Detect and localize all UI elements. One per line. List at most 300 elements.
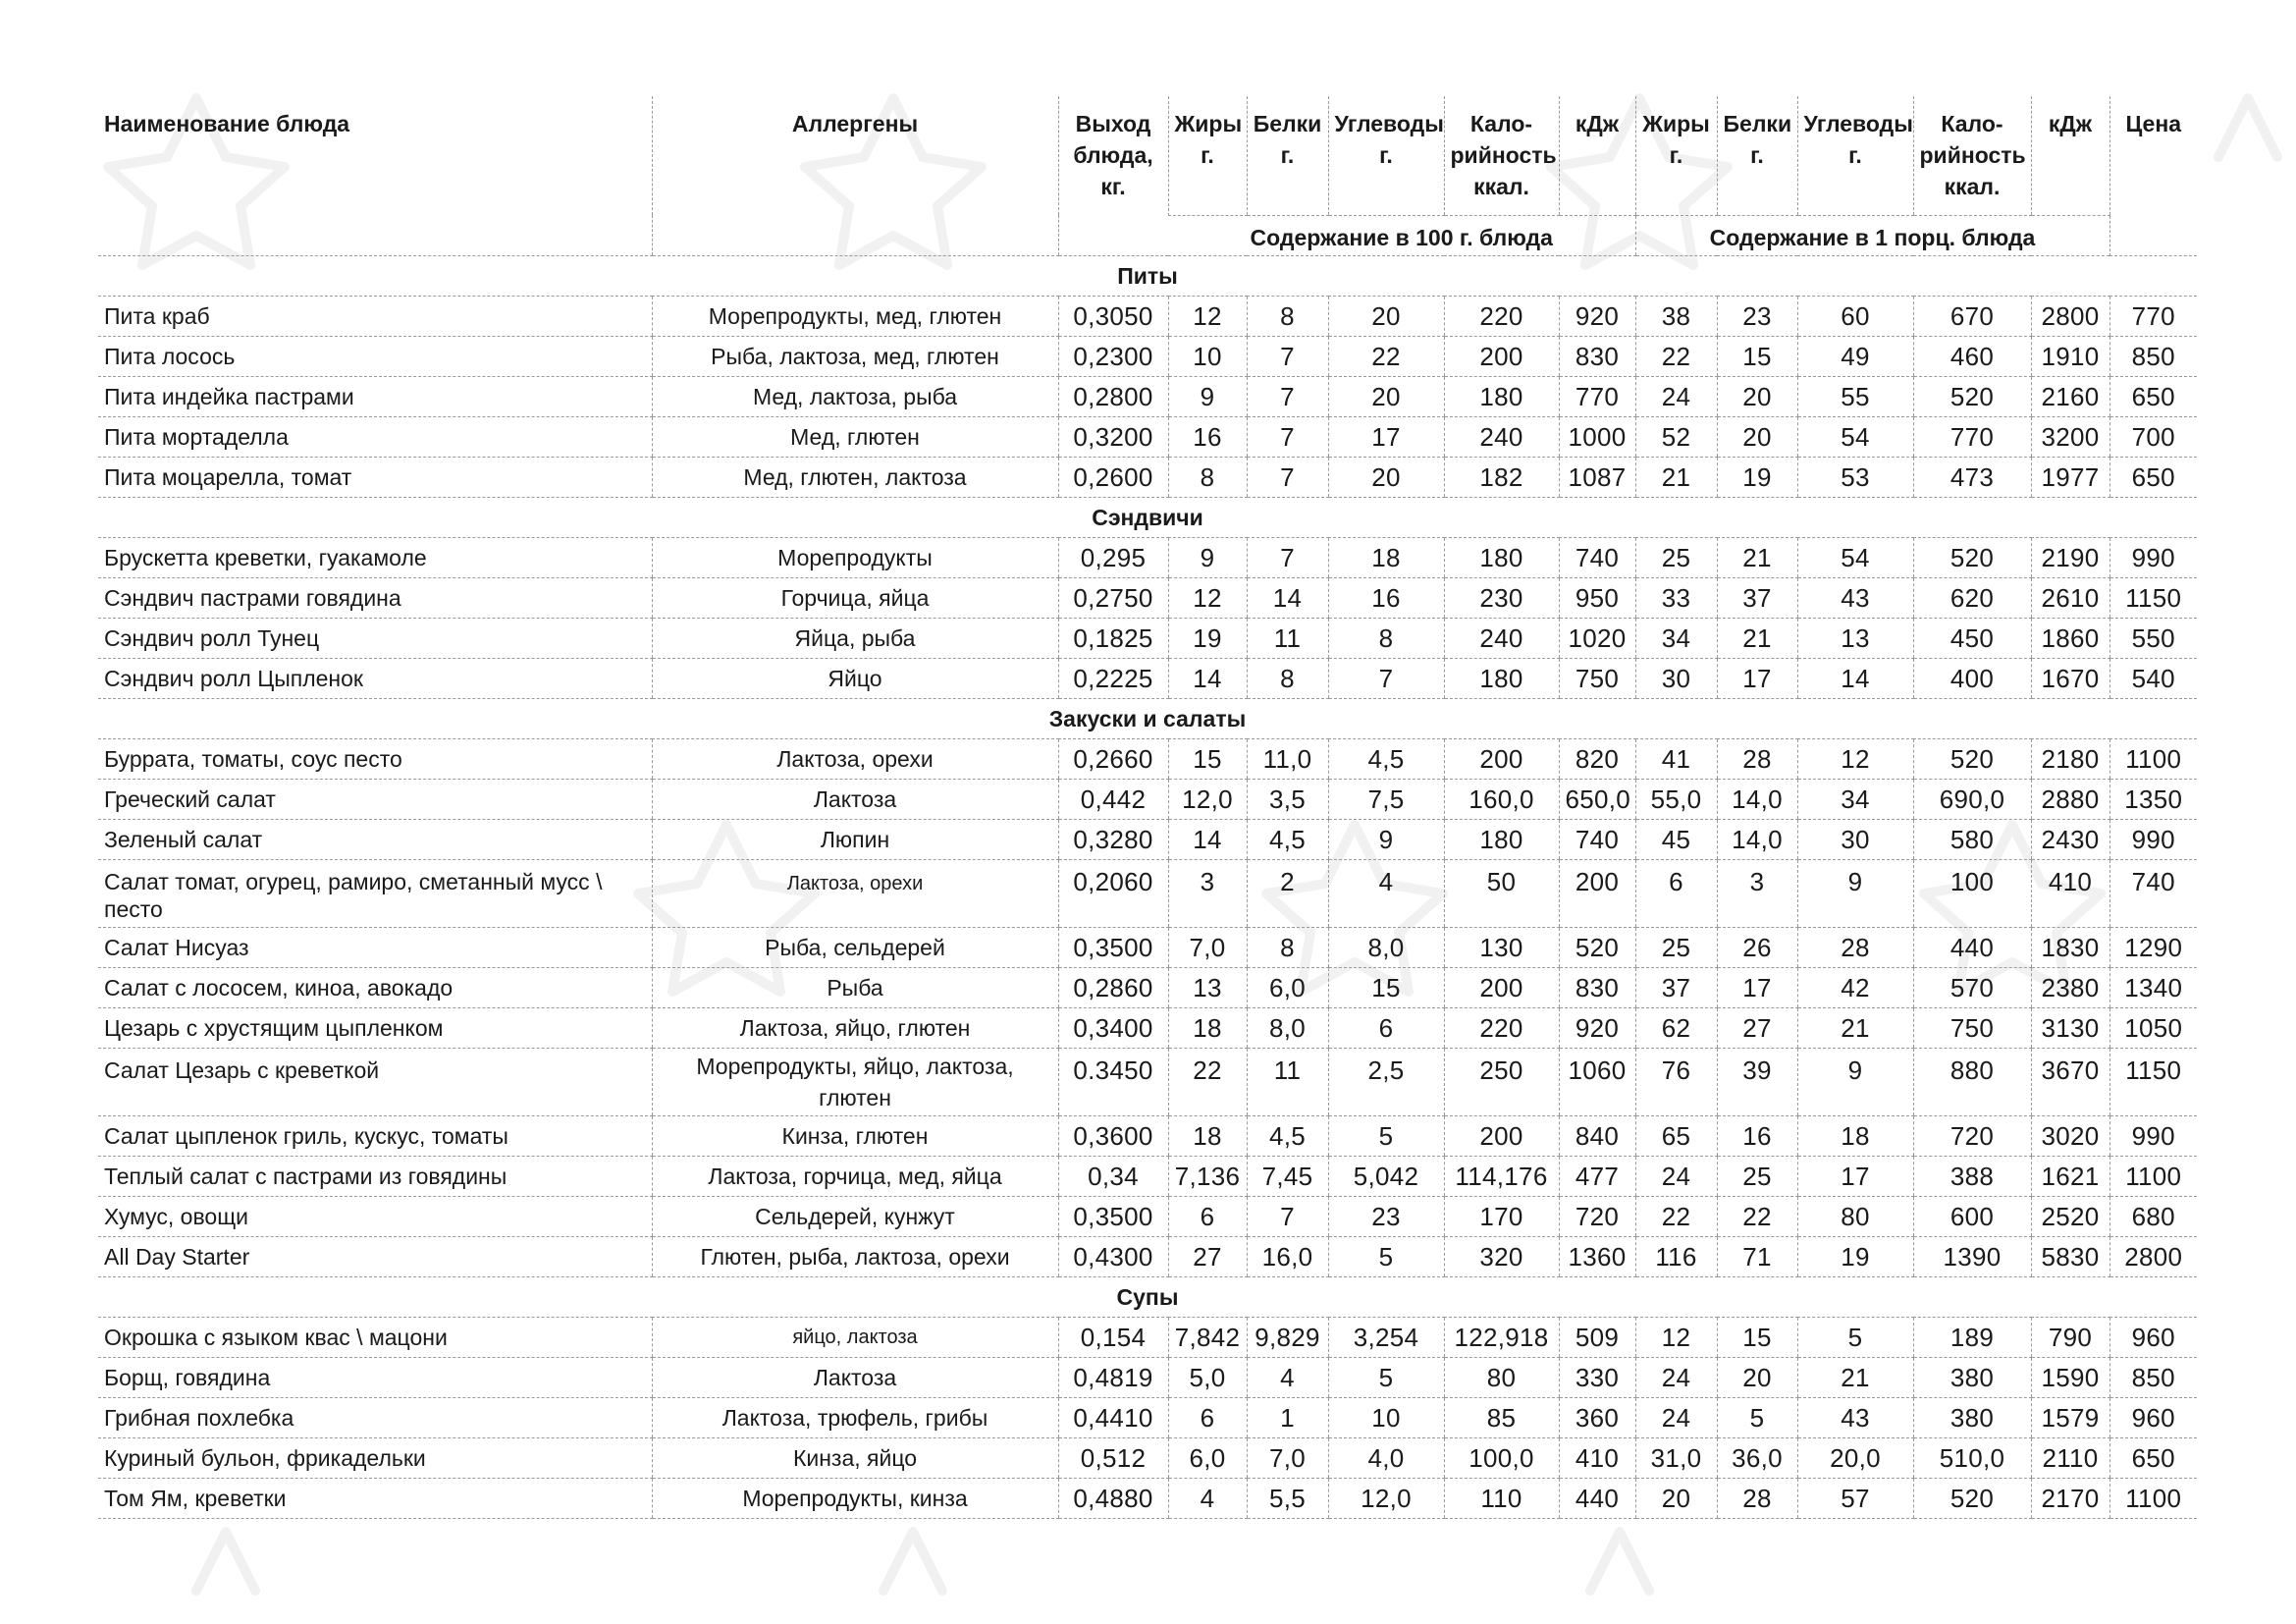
kj-portion: 1590 (2031, 1358, 2109, 1398)
kcal-100: 114,176 (1444, 1157, 1559, 1197)
nutrition-sheet (98, 96, 2197, 1519)
fat-100: 12,0 (1168, 780, 1247, 820)
kcal-portion: 189 (1913, 1318, 2031, 1358)
protein-100: 7 (1247, 377, 1328, 417)
kcal-100: 180 (1444, 820, 1559, 860)
kj-portion: 1830 (2031, 928, 2109, 968)
kcal-100: 170 (1444, 1197, 1559, 1237)
yield: 0,4880 (1058, 1479, 1168, 1519)
kj-portion: 2110 (2031, 1438, 2109, 1479)
table-row (98, 1116, 2197, 1157)
fat-portion: 30 (1635, 659, 1717, 699)
kcal-portion: 510,0 (1913, 1438, 2031, 1479)
kj-portion: 2190 (2031, 538, 2109, 578)
carbs-portion: 42 (1797, 968, 1913, 1008)
carbs-100: 5,042 (1328, 1157, 1444, 1197)
carbs-portion: 21 (1797, 1008, 1913, 1049)
col-header-allergens: Аллергены (652, 96, 1058, 256)
kcal-100: 80 (1444, 1358, 1559, 1398)
table-row (98, 820, 2197, 860)
kj-100: 1087 (1559, 458, 1635, 498)
allergens: Яйцо (652, 659, 1058, 699)
table-row (98, 739, 2197, 780)
kj-portion: 2430 (2031, 820, 2109, 860)
yield: 0,3050 (1058, 297, 1168, 337)
price: 2800 (2109, 1237, 2197, 1277)
price: 1150 (2109, 578, 2197, 619)
carbs-portion: 14 (1797, 659, 1913, 699)
allergens: Лактоза, орехи (652, 739, 1058, 780)
price: 960 (2109, 1398, 2197, 1438)
kcal-100: 220 (1444, 1008, 1559, 1049)
carbs-portion: 9 (1797, 860, 1913, 928)
fat-100: 12 (1168, 297, 1247, 337)
dish-name: Пита лосось (98, 337, 652, 377)
fat-100: 5,0 (1168, 1358, 1247, 1398)
price: 540 (2109, 659, 2197, 699)
kj-portion: 410 (2031, 860, 2109, 928)
dish-name: Грибная похлебка (98, 1398, 652, 1438)
protein-100: 4 (1247, 1358, 1328, 1398)
price: 850 (2109, 337, 2197, 377)
carbs-100: 9 (1328, 820, 1444, 860)
col-header-protein-portion: Белки г. (1717, 96, 1797, 215)
table-row (98, 1358, 2197, 1398)
carbs-portion: 80 (1797, 1197, 1913, 1237)
fat-100: 3 (1168, 860, 1247, 928)
table-row (98, 1479, 2197, 1519)
kcal-portion: 750 (1913, 1008, 2031, 1049)
price: 650 (2109, 377, 2197, 417)
carbs-portion: 19 (1797, 1237, 1913, 1277)
carbs-portion: 18 (1797, 1116, 1913, 1157)
protein-portion: 14,0 (1717, 820, 1797, 860)
fat-portion: 24 (1635, 1157, 1717, 1197)
yield: 0,512 (1058, 1438, 1168, 1479)
carbs-portion: 43 (1797, 1398, 1913, 1438)
allergens: Мед, лактоза, рыба (652, 377, 1058, 417)
dish-name: Салат цыпленок гриль, кускус, томаты (98, 1116, 652, 1157)
protein-portion: 25 (1717, 1157, 1797, 1197)
carbs-100: 7,5 (1328, 780, 1444, 820)
protein-100: 8 (1247, 928, 1328, 968)
category-title: Супы (98, 1277, 2197, 1318)
yield: 0,2750 (1058, 578, 1168, 619)
carbs-portion: 57 (1797, 1479, 1913, 1519)
fat-portion: 65 (1635, 1116, 1717, 1157)
kcal-100: 110 (1444, 1479, 1559, 1519)
kcal-portion: 388 (1913, 1157, 2031, 1197)
table-row (98, 619, 2197, 659)
col-header-carbs-100: Углеводы г. (1328, 96, 1444, 215)
kj-portion: 1977 (2031, 458, 2109, 498)
kcal-portion: 720 (1913, 1116, 2031, 1157)
dish-name: Сэндвич пастрами говядина (98, 578, 652, 619)
fat-portion: 38 (1635, 297, 1717, 337)
allergens: Кинза, глютен (652, 1116, 1058, 1157)
protein-100: 11 (1247, 1049, 1328, 1116)
carbs-100: 5 (1328, 1237, 1444, 1277)
price: 1100 (2109, 1479, 2197, 1519)
protein-100: 7 (1247, 538, 1328, 578)
yield: 0,3200 (1058, 417, 1168, 458)
kj-portion: 790 (2031, 1318, 2109, 1358)
kcal-100: 180 (1444, 377, 1559, 417)
fat-100: 14 (1168, 820, 1247, 860)
table-row (98, 538, 2197, 578)
allergens: Лактоза, трюфель, грибы (652, 1398, 1058, 1438)
allergens: Горчица, яйца (652, 578, 1058, 619)
carbs-portion: 54 (1797, 417, 1913, 458)
fat-portion: 21 (1635, 458, 1717, 498)
table-row (98, 968, 2197, 1008)
kcal-100: 240 (1444, 417, 1559, 458)
price: 650 (2109, 1438, 2197, 1479)
category-title: Питы (98, 256, 2197, 297)
category-row (98, 699, 2197, 739)
dish-name: Том Ям, креветки (98, 1479, 652, 1519)
table-row (98, 1398, 2197, 1438)
carbs-portion: 17 (1797, 1157, 1913, 1197)
carbs-100: 20 (1328, 458, 1444, 498)
carbs-100: 10 (1328, 1398, 1444, 1438)
fat-portion: 52 (1635, 417, 1717, 458)
col-group-per-100g: Содержание в 100 г. блюда (1168, 215, 1635, 255)
yield: 0,3600 (1058, 1116, 1168, 1157)
kcal-100: 180 (1444, 538, 1559, 578)
protein-portion: 17 (1717, 659, 1797, 699)
carbs-portion: 53 (1797, 458, 1913, 498)
kj-portion: 2170 (2031, 1479, 2109, 1519)
yield: 0,4410 (1058, 1398, 1168, 1438)
kj-portion: 5830 (2031, 1237, 2109, 1277)
kcal-100: 200 (1444, 1116, 1559, 1157)
protein-100: 5,5 (1247, 1479, 1328, 1519)
col-header-kcal-100: Кало-рийность ккал. (1444, 96, 1559, 215)
allergens: Рыба (652, 968, 1058, 1008)
fat-portion: 25 (1635, 538, 1717, 578)
protein-100: 6,0 (1247, 968, 1328, 1008)
category-row (98, 256, 2197, 297)
dish-name: Сэндвич ролл Тунец (98, 619, 652, 659)
protein-portion: 16 (1717, 1116, 1797, 1157)
yield: 0.3450 (1058, 1049, 1168, 1116)
yield: 0,442 (1058, 780, 1168, 820)
yield: 0,3280 (1058, 820, 1168, 860)
kj-100: 520 (1559, 928, 1635, 968)
allergens: Рыба, сельдерей (652, 928, 1058, 968)
allergens: Мед, глютен (652, 417, 1058, 458)
kcal-portion: 460 (1913, 337, 2031, 377)
price: 1100 (2109, 1157, 2197, 1197)
kj-portion: 1670 (2031, 659, 2109, 699)
kj-portion: 2800 (2031, 297, 2109, 337)
carbs-portion: 43 (1797, 578, 1913, 619)
price: 990 (2109, 538, 2197, 578)
col-header-carbs-portion: Углеводы г. (1797, 96, 1913, 215)
kj-100: 360 (1559, 1398, 1635, 1438)
kcal-portion: 473 (1913, 458, 2031, 498)
allergens: Рыба, лактоза, мед, глютен (652, 337, 1058, 377)
protein-100: 7 (1247, 458, 1328, 498)
kj-portion: 3130 (2031, 1008, 2109, 1049)
fat-100: 9 (1168, 538, 1247, 578)
carbs-100: 22 (1328, 337, 1444, 377)
kcal-100: 200 (1444, 739, 1559, 780)
col-header-fat-100: Жиры г. (1168, 96, 1247, 215)
fat-100: 8 (1168, 458, 1247, 498)
kcal-portion: 670 (1913, 297, 2031, 337)
carbs-100: 7 (1328, 659, 1444, 699)
dish-name: Окрошка с языком квас \ мацони (98, 1318, 652, 1358)
allergens: Лактоза (652, 1358, 1058, 1398)
kj-portion: 1579 (2031, 1398, 2109, 1438)
carbs-100: 20 (1328, 297, 1444, 337)
protein-portion: 20 (1717, 1358, 1797, 1398)
kj-100: 650,0 (1559, 780, 1635, 820)
protein-100: 11 (1247, 619, 1328, 659)
fat-100: 6 (1168, 1197, 1247, 1237)
col-header-price: Цена (2109, 96, 2197, 256)
carbs-100: 20 (1328, 377, 1444, 417)
carbs-portion: 55 (1797, 377, 1913, 417)
price: 770 (2109, 297, 2197, 337)
price: 650 (2109, 458, 2197, 498)
price: 990 (2109, 1116, 2197, 1157)
table-row (98, 1318, 2197, 1358)
fat-100: 15 (1168, 739, 1247, 780)
protein-100: 7 (1247, 1197, 1328, 1237)
kcal-portion: 520 (1913, 377, 2031, 417)
carbs-100: 6 (1328, 1008, 1444, 1049)
dish-name: Цезарь с хрустящим цыпленком (98, 1008, 652, 1049)
table-row (98, 860, 2197, 928)
kj-portion: 3670 (2031, 1049, 2109, 1116)
fat-100: 18 (1168, 1008, 1247, 1049)
kj-100: 840 (1559, 1116, 1635, 1157)
kcal-portion: 440 (1913, 928, 2031, 968)
kcal-100: 182 (1444, 458, 1559, 498)
table-row (98, 417, 2197, 458)
kcal-portion: 770 (1913, 417, 2031, 458)
carbs-100: 18 (1328, 538, 1444, 578)
carbs-portion: 5 (1797, 1318, 1913, 1358)
fat-portion: 41 (1635, 739, 1717, 780)
table-row (98, 578, 2197, 619)
kj-100: 410 (1559, 1438, 1635, 1479)
carbs-100: 16 (1328, 578, 1444, 619)
protein-portion: 20 (1717, 417, 1797, 458)
fat-100: 9 (1168, 377, 1247, 417)
carbs-100: 8 (1328, 619, 1444, 659)
carbs-portion: 34 (1797, 780, 1913, 820)
fat-100: 4 (1168, 1479, 1247, 1519)
table-body (98, 256, 2197, 1519)
kj-100: 750 (1559, 659, 1635, 699)
fat-portion: 24 (1635, 1358, 1717, 1398)
allergens: Сельдерей, кунжут (652, 1197, 1058, 1237)
protein-portion: 19 (1717, 458, 1797, 498)
carbs-100: 15 (1328, 968, 1444, 1008)
fat-100: 19 (1168, 619, 1247, 659)
col-group-per-portion: Содержание в 1 порц. блюда (1635, 215, 2109, 255)
protein-100: 7,0 (1247, 1438, 1328, 1479)
kcal-100: 240 (1444, 619, 1559, 659)
carbs-100: 3,254 (1328, 1318, 1444, 1358)
fat-portion: 37 (1635, 968, 1717, 1008)
fat-portion: 116 (1635, 1237, 1717, 1277)
price: 1050 (2109, 1008, 2197, 1049)
fat-portion: 31,0 (1635, 1438, 1717, 1479)
allergens: Кинза, яйцо (652, 1438, 1058, 1479)
kcal-100: 160,0 (1444, 780, 1559, 820)
table-row (98, 337, 2197, 377)
kj-100: 200 (1559, 860, 1635, 928)
protein-100: 1 (1247, 1398, 1328, 1438)
table-row (98, 1157, 2197, 1197)
kj-portion: 1910 (2031, 337, 2109, 377)
dish-name: Пита моцарелла, томат (98, 458, 652, 498)
fat-100: 6 (1168, 1398, 1247, 1438)
kcal-portion: 450 (1913, 619, 2031, 659)
kcal-100: 122,918 (1444, 1318, 1559, 1358)
yield: 0,3400 (1058, 1008, 1168, 1049)
kj-portion: 2160 (2031, 377, 2109, 417)
kj-100: 330 (1559, 1358, 1635, 1398)
kcal-portion: 520 (1913, 739, 2031, 780)
dish-name: All Day Starter (98, 1237, 652, 1277)
fat-portion: 25 (1635, 928, 1717, 968)
protein-100: 8 (1247, 659, 1328, 699)
kj-portion: 2880 (2031, 780, 2109, 820)
kj-100: 830 (1559, 968, 1635, 1008)
kj-100: 920 (1559, 1008, 1635, 1049)
kcal-portion: 690,0 (1913, 780, 2031, 820)
kj-portion: 2610 (2031, 578, 2109, 619)
kj-portion: 2180 (2031, 739, 2109, 780)
price: 700 (2109, 417, 2197, 458)
kcal-portion: 380 (1913, 1358, 2031, 1398)
fat-portion: 34 (1635, 619, 1717, 659)
protein-100: 11,0 (1247, 739, 1328, 780)
carbs-portion: 13 (1797, 619, 1913, 659)
fat-portion: 24 (1635, 377, 1717, 417)
carbs-100: 4,5 (1328, 739, 1444, 780)
yield: 0,2800 (1058, 377, 1168, 417)
protein-portion: 21 (1717, 538, 1797, 578)
kj-portion: 2380 (2031, 968, 2109, 1008)
kcal-100: 200 (1444, 337, 1559, 377)
carbs-100: 5 (1328, 1358, 1444, 1398)
dish-name: Сэндвич ролл Цыпленок (98, 659, 652, 699)
kj-portion: 1621 (2031, 1157, 2109, 1197)
dish-name: Куриный бульон, фрикадельки (98, 1438, 652, 1479)
kj-100: 1360 (1559, 1237, 1635, 1277)
fat-portion: 76 (1635, 1049, 1717, 1116)
price: 850 (2109, 1358, 2197, 1398)
kcal-portion: 100 (1913, 860, 2031, 928)
kcal-portion: 620 (1913, 578, 2031, 619)
kj-100: 1060 (1559, 1049, 1635, 1116)
yield: 0,34 (1058, 1157, 1168, 1197)
col-header-kj-100: кДж (1559, 96, 1635, 215)
carbs-portion: 60 (1797, 297, 1913, 337)
kj-100: 440 (1559, 1479, 1635, 1519)
kcal-portion: 1390 (1913, 1237, 2031, 1277)
kj-100: 770 (1559, 377, 1635, 417)
fat-100: 6,0 (1168, 1438, 1247, 1479)
dish-name: Салат с лососем, киноа, авокадо (98, 968, 652, 1008)
yield: 0,2225 (1058, 659, 1168, 699)
allergens: Лактоза, яйцо, глютен (652, 1008, 1058, 1049)
allergens: Морепродукты (652, 538, 1058, 578)
fat-100: 10 (1168, 337, 1247, 377)
protein-portion: 20 (1717, 377, 1797, 417)
yield: 0,3500 (1058, 1197, 1168, 1237)
carbs-100: 23 (1328, 1197, 1444, 1237)
dish-name: Пита краб (98, 297, 652, 337)
col-header-kcal-portion: Кало-рийность ккал. (1913, 96, 2031, 215)
carbs-100: 4,0 (1328, 1438, 1444, 1479)
yield: 0,3500 (1058, 928, 1168, 968)
kcal-100: 230 (1444, 578, 1559, 619)
price: 960 (2109, 1318, 2197, 1358)
dish-name: Борщ, говядина (98, 1358, 652, 1398)
yield: 0,4819 (1058, 1358, 1168, 1398)
kj-portion: 3020 (2031, 1116, 2109, 1157)
table-row (98, 1197, 2197, 1237)
allergens: Яйца, рыба (652, 619, 1058, 659)
kcal-portion: 600 (1913, 1197, 2031, 1237)
dish-name: Теплый салат с пастрами из говядины (98, 1157, 652, 1197)
allergens: Лактоза, орехи (652, 860, 1058, 928)
carbs-portion: 9 (1797, 1049, 1913, 1116)
allergens: Лактоза (652, 780, 1058, 820)
dish-name: Салат Нисуаз (98, 928, 652, 968)
kj-portion: 2520 (2031, 1197, 2109, 1237)
table-row (98, 458, 2197, 498)
yield: 0,2060 (1058, 860, 1168, 928)
carbs-100: 17 (1328, 417, 1444, 458)
price: 680 (2109, 1197, 2197, 1237)
carbs-100: 8,0 (1328, 928, 1444, 968)
dish-name: Пита индейка пастрами (98, 377, 652, 417)
table-row (98, 780, 2197, 820)
protein-100: 9,829 (1247, 1318, 1328, 1358)
dish-name: Брускетта креветки, гуакамоле (98, 538, 652, 578)
col-header-fat-portion: Жиры г. (1635, 96, 1717, 215)
protein-portion: 28 (1717, 739, 1797, 780)
protein-portion: 3 (1717, 860, 1797, 928)
kj-portion: 1860 (2031, 619, 2109, 659)
allergens: Морепродукты, яйцо, лактоза, глютен (652, 1049, 1058, 1116)
fat-100: 7,136 (1168, 1157, 1247, 1197)
carbs-portion: 30 (1797, 820, 1913, 860)
fat-100: 12 (1168, 578, 1247, 619)
allergens: Мед, глютен, лактоза (652, 458, 1058, 498)
kcal-portion: 580 (1913, 820, 2031, 860)
fat-portion: 12 (1635, 1318, 1717, 1358)
protein-portion: 17 (1717, 968, 1797, 1008)
nutrition-table (98, 96, 2197, 1519)
price: 1150 (2109, 1049, 2197, 1116)
protein-portion: 71 (1717, 1237, 1797, 1277)
carbs-portion: 54 (1797, 538, 1913, 578)
allergens: Морепродукты, кинза (652, 1479, 1058, 1519)
allergens: Люпин (652, 820, 1058, 860)
col-header-name: Наименование блюда (98, 96, 652, 256)
table-row (98, 928, 2197, 968)
